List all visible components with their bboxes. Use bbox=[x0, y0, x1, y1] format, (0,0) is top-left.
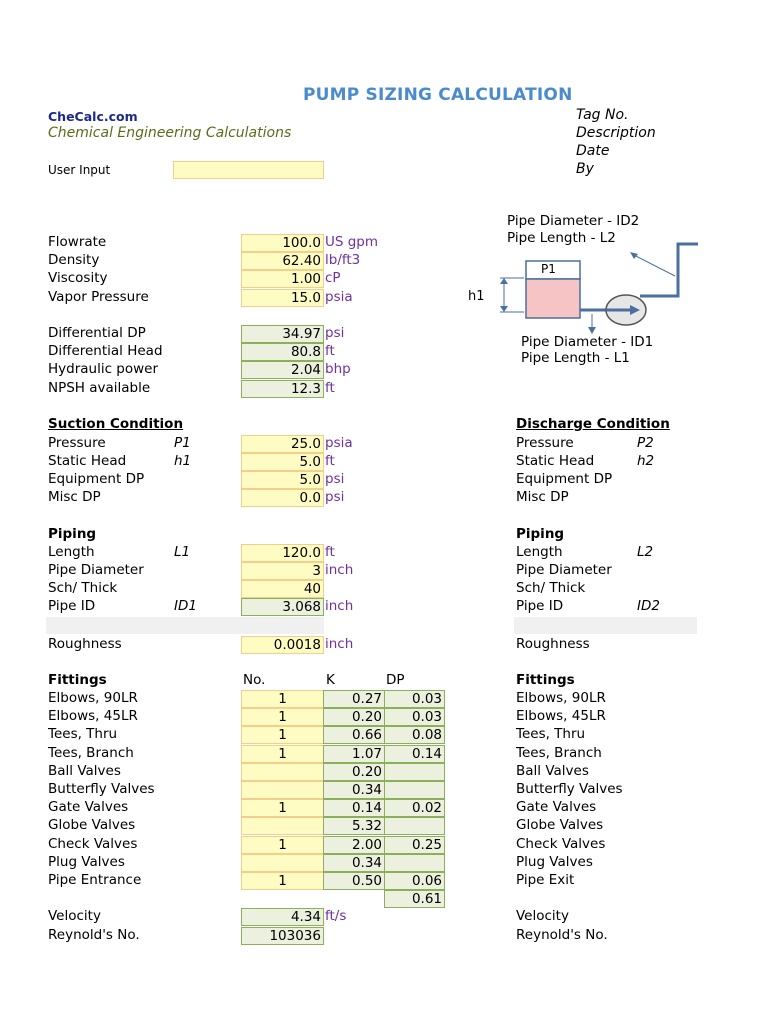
diagram-top-length: Pipe Length - L2 bbox=[507, 230, 616, 246]
fitting-count-input[interactable]: 1 bbox=[241, 745, 324, 763]
hydraulic-power-value: 2.04 bbox=[241, 361, 324, 379]
user-input-legend-swatch bbox=[173, 161, 324, 179]
suction-fittings-heading: Fittings bbox=[48, 672, 107, 688]
discharge-pipe bbox=[640, 244, 698, 296]
suction-pressure-symbol: P1 bbox=[174, 435, 191, 451]
suction-equipment-dp-unit: psi bbox=[325, 471, 345, 487]
fittings-total-dp: 0.61 bbox=[384, 890, 445, 908]
fitting-label: Butterfly Valves bbox=[48, 781, 155, 797]
suction-length-label: Length bbox=[48, 544, 95, 560]
discharge-misc-dp-label: Misc DP bbox=[516, 489, 569, 505]
meta-description: Description bbox=[576, 125, 656, 141]
fittings-col-no: No. bbox=[243, 672, 266, 688]
flowrate-input[interactable]: 100.0 bbox=[241, 234, 324, 252]
fitting-dp-value bbox=[384, 817, 445, 835]
l2-pointer-line bbox=[632, 254, 675, 276]
suction-misc-dp-label: Misc DP bbox=[48, 489, 101, 505]
suction-pipe-id-value: 3.068 bbox=[241, 598, 324, 616]
suction-pipe-id-label: Pipe ID bbox=[48, 598, 96, 614]
discharge-pressure-label: Pressure bbox=[516, 435, 574, 451]
diagram-top-diameter: Pipe Diameter - ID2 bbox=[507, 213, 640, 229]
fitting-count-input[interactable]: 1 bbox=[241, 690, 324, 708]
discharge-fitting-label: Tees, Thru bbox=[516, 726, 586, 742]
suction-length-symbol: L1 bbox=[174, 544, 191, 560]
discharge-separator-band bbox=[514, 617, 697, 634]
flowrate-label: Flowrate bbox=[48, 234, 107, 250]
suction-sch-input[interactable]: 40 bbox=[241, 580, 324, 598]
differential-dp-value: 34.97 bbox=[241, 325, 324, 343]
differential-dp-label: Differential DP bbox=[48, 325, 146, 341]
discharge-length-symbol: L2 bbox=[637, 544, 654, 560]
differential-dp-unit: psi bbox=[325, 325, 345, 341]
fittings-col-k: K bbox=[326, 672, 335, 688]
discharge-fitting-label: Elbows, 45LR bbox=[516, 708, 606, 724]
vapor-pressure-unit: psia bbox=[325, 289, 353, 305]
fitting-k-value: 0.20 bbox=[323, 763, 385, 781]
discharge-fittings-heading: Fittings bbox=[516, 672, 575, 688]
fitting-k-value: 0.50 bbox=[323, 872, 385, 890]
fitting-k-value: 2.00 bbox=[323, 836, 385, 854]
fitting-label: Tees, Branch bbox=[48, 745, 134, 761]
discharge-fitting-label: Gate Valves bbox=[516, 799, 597, 815]
fitting-dp-value: 0.03 bbox=[384, 708, 445, 726]
suction-pressure-unit: psia bbox=[325, 435, 353, 451]
discharge-length-label: Length bbox=[516, 544, 563, 560]
diagram-bottom-diameter: Pipe Diameter - ID1 bbox=[521, 334, 654, 350]
suction-equipment-dp-label: Equipment DP bbox=[48, 471, 145, 487]
discharge-fitting-label: Plug Valves bbox=[516, 854, 593, 870]
suction-static-head-label: Static Head bbox=[48, 453, 127, 469]
fitting-k-value: 5.32 bbox=[323, 817, 385, 835]
fitting-dp-value bbox=[384, 781, 445, 799]
discharge-sch-label: Sch/ Thick bbox=[516, 580, 586, 596]
h1-arrow-down bbox=[500, 306, 508, 312]
discharge-static-head-symbol: h2 bbox=[637, 453, 655, 469]
suction-pressure-input[interactable]: 25.0 bbox=[241, 435, 324, 453]
suction-roughness-label: Roughness bbox=[48, 636, 122, 652]
suction-static-head-input[interactable]: 5.0 bbox=[241, 453, 324, 471]
fitting-dp-value: 0.08 bbox=[384, 726, 445, 744]
suction-diameter-input[interactable]: 3 bbox=[241, 562, 324, 580]
suction-reynolds-label: Reynold's No. bbox=[48, 927, 140, 943]
fitting-dp-value: 0.02 bbox=[384, 799, 445, 817]
fitting-dp-value bbox=[384, 763, 445, 781]
fitting-label: Check Valves bbox=[48, 836, 138, 852]
user-input-label: User Input bbox=[48, 163, 111, 177]
page-title: PUMP SIZING CALCULATION bbox=[303, 85, 573, 105]
flowrate-unit: US gpm bbox=[325, 234, 379, 250]
suction-static-head-symbol: h1 bbox=[174, 453, 192, 469]
fitting-count-input[interactable] bbox=[241, 817, 324, 835]
tagline: Chemical Engineering Calculations bbox=[48, 125, 292, 141]
fitting-count-input[interactable]: 1 bbox=[241, 726, 324, 744]
fitting-label: Gate Valves bbox=[48, 799, 129, 815]
fitting-k-value: 0.14 bbox=[323, 799, 385, 817]
npsh-unit: ft bbox=[325, 380, 335, 396]
discharge-pipe-id-symbol: ID2 bbox=[637, 598, 660, 614]
discharge-fitting-label: Elbows, 90LR bbox=[516, 690, 606, 706]
suction-misc-dp-unit: psi bbox=[325, 489, 345, 505]
fittings-col-dp: DP bbox=[386, 672, 405, 688]
suction-pipe-id-symbol: ID1 bbox=[174, 598, 197, 614]
tank-label: P1 bbox=[541, 262, 556, 276]
suction-length-input[interactable]: 120.0 bbox=[241, 544, 324, 562]
fitting-k-value: 0.20 bbox=[323, 708, 385, 726]
fitting-dp-value: 0.25 bbox=[384, 836, 445, 854]
suction-separator-band bbox=[46, 617, 324, 634]
suction-velocity-unit: ft/s bbox=[325, 908, 347, 924]
suction-diameter-unit: inch bbox=[325, 562, 354, 578]
discharge-piping-heading: Piping bbox=[516, 526, 565, 542]
fitting-dp-value: 0.06 bbox=[384, 872, 445, 890]
density-label: Density bbox=[48, 252, 100, 268]
fitting-label: Plug Valves bbox=[48, 854, 125, 870]
discharge-pipe-id-label: Pipe ID bbox=[516, 598, 564, 614]
discharge-fitting-label: Tees, Branch bbox=[516, 745, 602, 761]
fitting-count-input[interactable] bbox=[241, 781, 324, 799]
discharge-fitting-label: Ball Valves bbox=[516, 763, 589, 779]
fitting-count-input[interactable]: 1 bbox=[241, 872, 324, 890]
h1-label: h1 bbox=[468, 289, 485, 304]
hydraulic-power-label: Hydraulic power bbox=[48, 361, 159, 377]
viscosity-label: Viscosity bbox=[48, 270, 108, 286]
npsh-label: NPSH available bbox=[48, 380, 151, 396]
discharge-reynolds-label: Reynold's No. bbox=[516, 927, 608, 943]
fitting-label: Globe Valves bbox=[48, 817, 136, 833]
fitting-dp-value: 0.03 bbox=[384, 690, 445, 708]
discharge-pressure-symbol: P2 bbox=[637, 435, 654, 451]
meta-date: Date bbox=[576, 143, 610, 159]
vapor-pressure-label: Vapor Pressure bbox=[48, 289, 149, 305]
fitting-count-input[interactable]: 1 bbox=[241, 836, 324, 854]
h1-arrow-up bbox=[500, 278, 508, 284]
suction-piping-heading: Piping bbox=[48, 526, 97, 542]
discharge-fitting-label: Pipe Exit bbox=[516, 872, 575, 888]
suction-static-head-unit: ft bbox=[325, 453, 335, 469]
tank-liquid bbox=[526, 279, 580, 318]
discharge-roughness-label: Roughness bbox=[516, 636, 590, 652]
hydraulic-power-unit: bhp bbox=[325, 361, 351, 377]
suction-roughness-input[interactable]: 0.0018 bbox=[241, 636, 324, 654]
suction-equipment-dp-input[interactable]: 5.0 bbox=[241, 471, 324, 489]
differential-head-label: Differential Head bbox=[48, 343, 163, 359]
differential-head-unit: ft bbox=[325, 343, 335, 359]
fitting-dp-value: 0.14 bbox=[384, 745, 445, 763]
suction-velocity-value: 4.34 bbox=[241, 908, 324, 926]
brand-link[interactable]: CheCalc.com bbox=[48, 109, 138, 124]
meta-tag-no: Tag No. bbox=[576, 107, 629, 123]
l2-pointer-arrow bbox=[630, 252, 638, 259]
fitting-label: Pipe Entrance bbox=[48, 872, 142, 888]
discharge-fitting-label: Butterfly Valves bbox=[516, 781, 623, 797]
npsh-value: 12.3 bbox=[241, 380, 324, 398]
suction-misc-dp-input[interactable]: 0.0 bbox=[241, 489, 324, 507]
fitting-label: Elbows, 90LR bbox=[48, 690, 138, 706]
vapor-pressure-input[interactable]: 15.0 bbox=[241, 289, 324, 307]
suction-reynolds-value: 103036 bbox=[241, 927, 324, 945]
discharge-fitting-label: Check Valves bbox=[516, 836, 606, 852]
fitting-count-input[interactable] bbox=[241, 854, 324, 872]
suction-length-unit: ft bbox=[325, 544, 335, 560]
density-unit: lb/ft3 bbox=[325, 252, 361, 268]
fitting-label: Tees, Thru bbox=[48, 726, 118, 742]
suction-diameter-label: Pipe Diameter bbox=[48, 562, 144, 578]
suction-heading: Suction Condition bbox=[48, 416, 184, 432]
suction-sch-label: Sch/ Thick bbox=[48, 580, 118, 596]
discharge-velocity-label: Velocity bbox=[516, 908, 569, 924]
fitting-k-value: 1.07 bbox=[323, 745, 385, 763]
viscosity-unit: cP bbox=[325, 270, 341, 286]
density-input[interactable]: 62.40 bbox=[241, 252, 324, 270]
fitting-label: Elbows, 45LR bbox=[48, 708, 138, 724]
fitting-count-input[interactable]: 1 bbox=[241, 708, 324, 726]
discharge-diameter-label: Pipe Diameter bbox=[516, 562, 612, 578]
l1-pointer-arrow bbox=[588, 327, 596, 334]
viscosity-input[interactable]: 1.00 bbox=[241, 270, 324, 288]
fitting-count-input[interactable]: 1 bbox=[241, 799, 324, 817]
suction-roughness-unit: inch bbox=[325, 636, 354, 652]
diagram-bottom-length: Pipe Length - L1 bbox=[521, 350, 630, 366]
meta-by: By bbox=[576, 161, 594, 177]
discharge-static-head-label: Static Head bbox=[516, 453, 595, 469]
fitting-k-value: 0.34 bbox=[323, 781, 385, 799]
discharge-heading: Discharge Condition bbox=[516, 416, 670, 432]
suction-pressure-label: Pressure bbox=[48, 435, 106, 451]
pump-diagram bbox=[460, 236, 700, 336]
fitting-dp-value bbox=[384, 854, 445, 872]
discharge-fitting-label: Globe Valves bbox=[516, 817, 604, 833]
suction-velocity-label: Velocity bbox=[48, 908, 101, 924]
fitting-k-value: 0.27 bbox=[323, 690, 385, 708]
fitting-k-value: 0.66 bbox=[323, 726, 385, 744]
fitting-label: Ball Valves bbox=[48, 763, 121, 779]
differential-head-value: 80.8 bbox=[241, 343, 324, 361]
suction-pipe-id-unit: inch bbox=[325, 598, 354, 614]
discharge-equipment-dp-label: Equipment DP bbox=[516, 471, 613, 487]
fitting-k-value: 0.34 bbox=[323, 854, 385, 872]
fitting-count-input[interactable] bbox=[241, 763, 324, 781]
